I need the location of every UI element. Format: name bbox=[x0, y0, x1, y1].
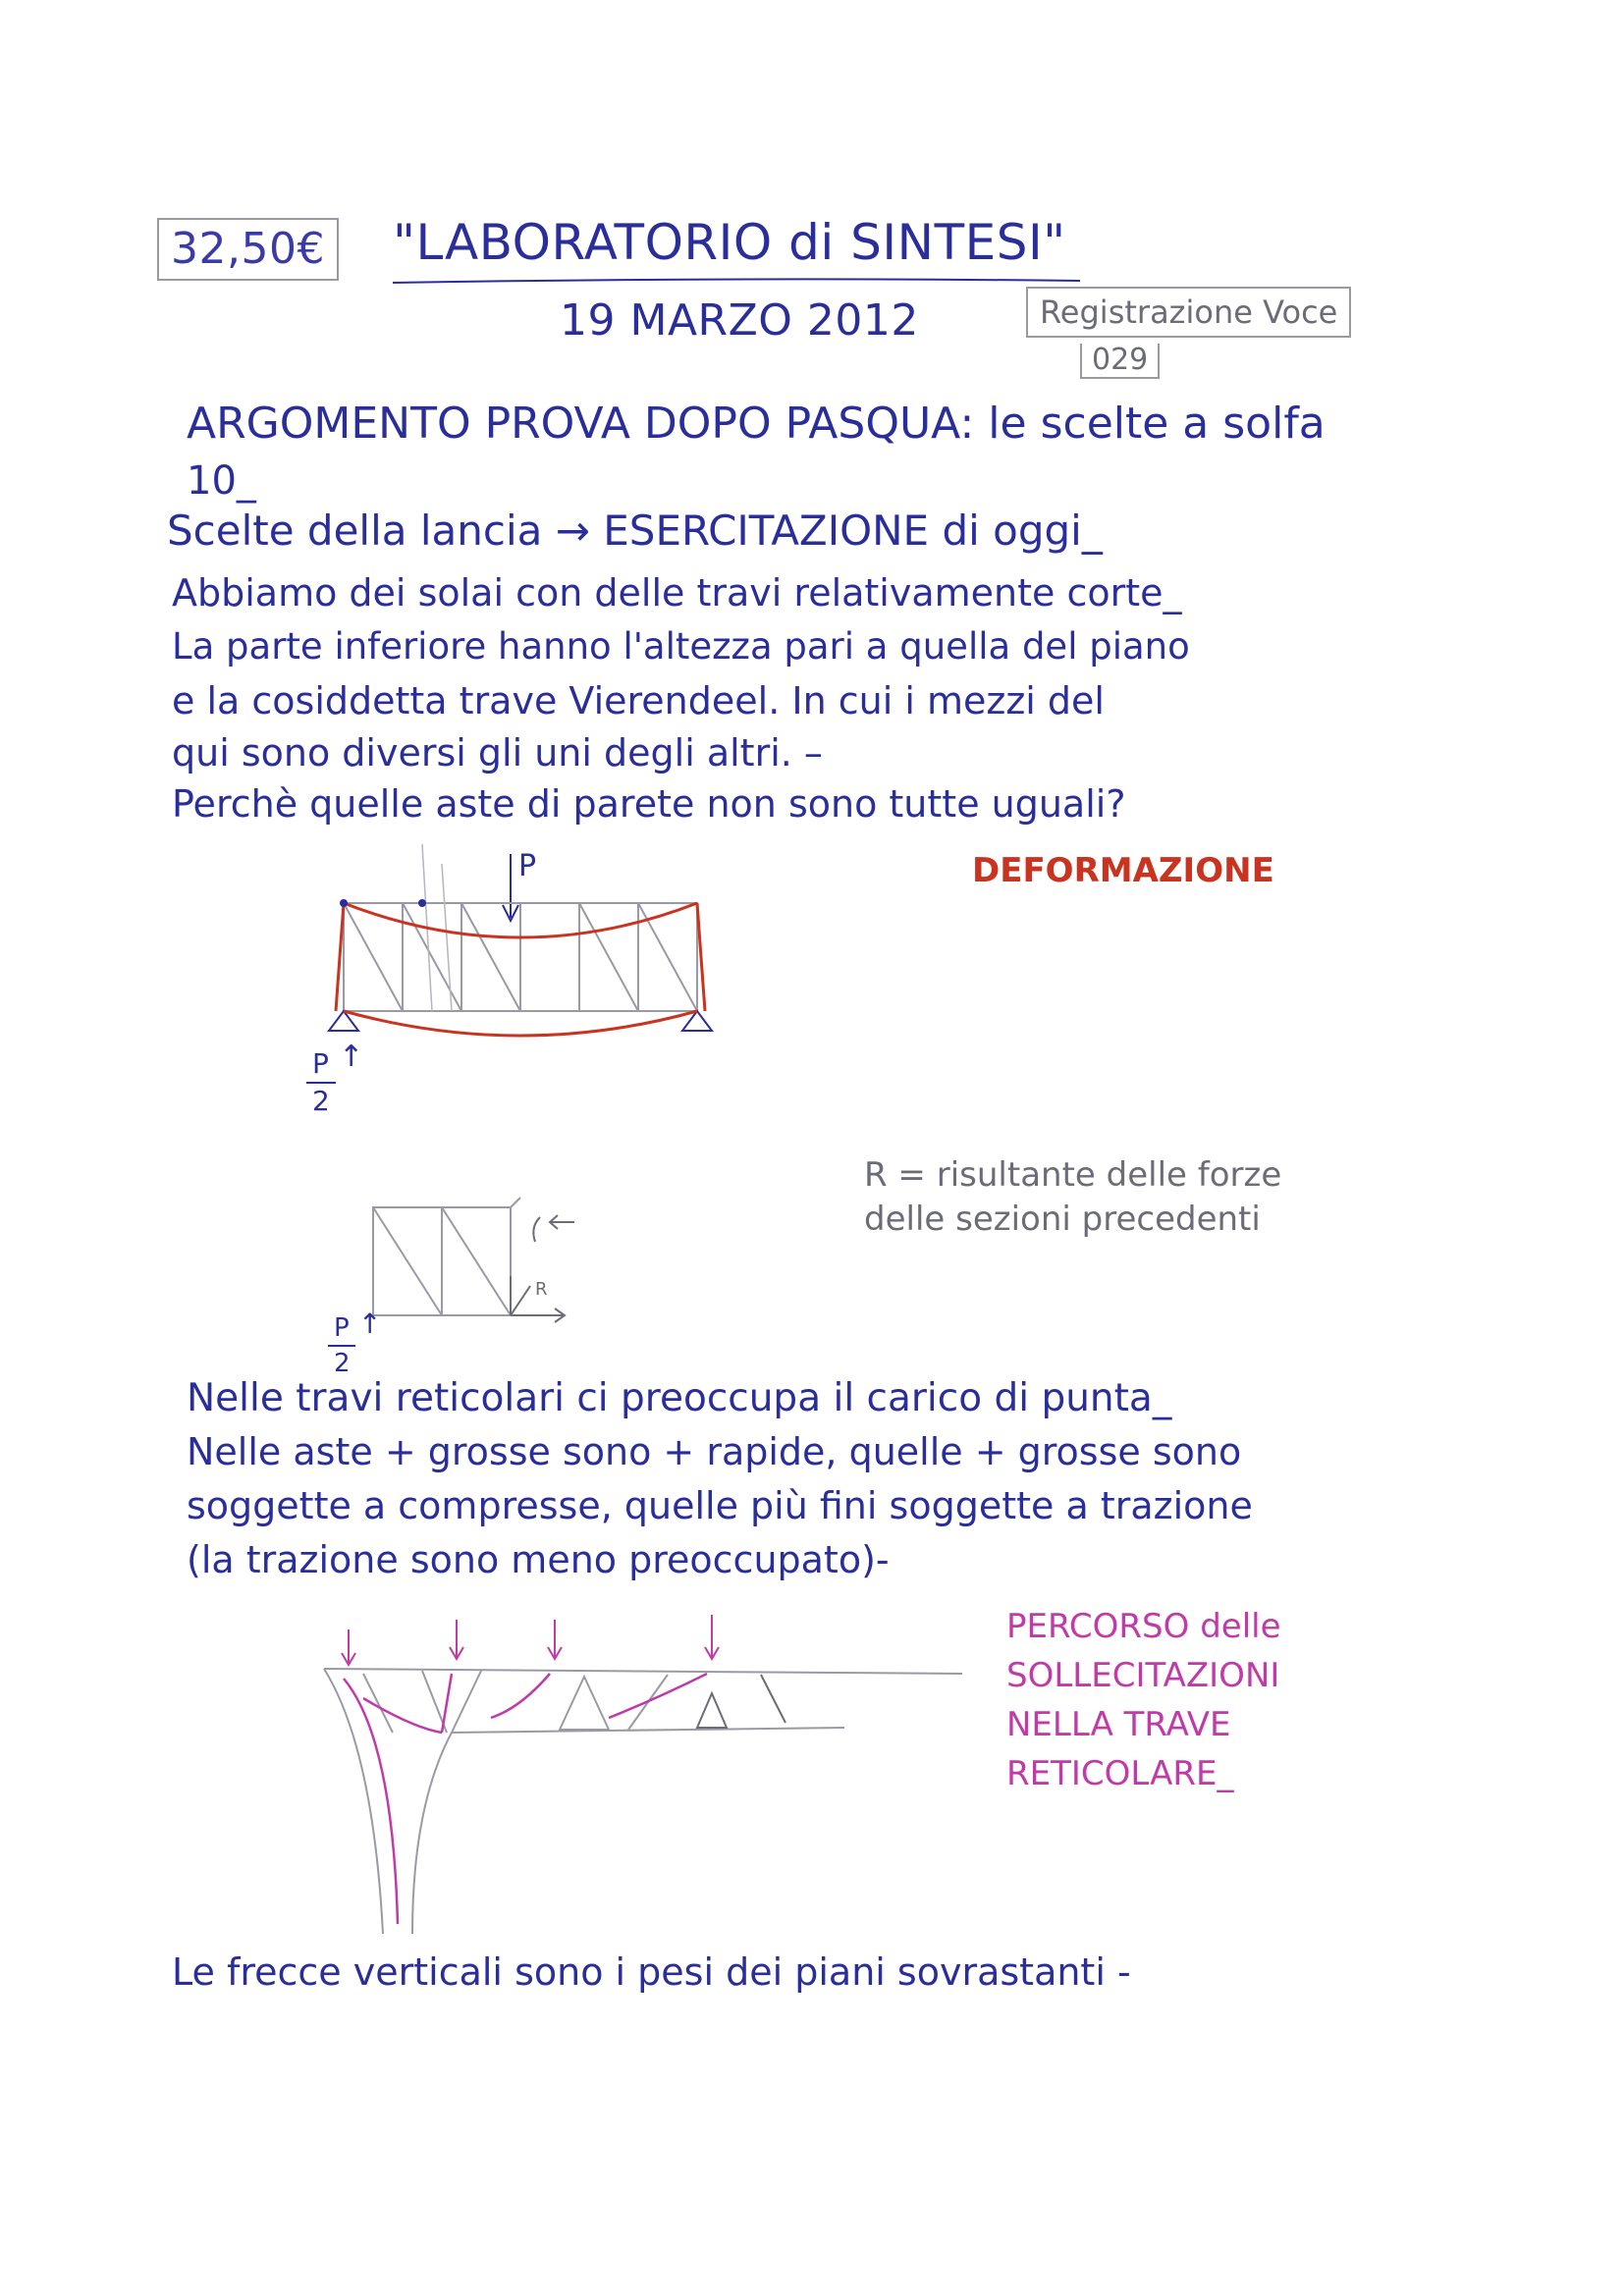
paragraph2-line-1: Nelle travi reticolari ci preoccupa il carico di punta_ bbox=[187, 1376, 1172, 1420]
notes-line-1: ARGOMENTO PROVA DOPO PASQUA: le scelte a solfa bbox=[187, 399, 1326, 449]
price-box: 32,50€ bbox=[157, 218, 339, 281]
notes-line-4: Abbiamo dei solai con delle travi relativamente corte_ bbox=[172, 571, 1182, 614]
resultant-note-2: delle sezioni precedenti bbox=[864, 1200, 1261, 1239]
resultant-note-1: R = risultante delle forze bbox=[864, 1155, 1282, 1195]
reaction-1-fraction-bar bbox=[306, 1082, 336, 1084]
notes-line-6: e la cosiddetta trave Vierendeel. In cui i mezzi del bbox=[172, 679, 1105, 722]
truss-deformation-sketch bbox=[314, 844, 766, 1158]
recording-label-box: Registrazione Voce bbox=[1026, 287, 1351, 338]
stress-path-label-3: NELLA TRAVE bbox=[1006, 1705, 1231, 1744]
stress-path-label-1: PERCORSO delle bbox=[1006, 1607, 1281, 1646]
paragraph2-line-2: Nelle aste + grosse sono + rapide, quelle + grosse sono bbox=[187, 1430, 1242, 1473]
stress-path-label-4: RETICOLARE_ bbox=[1006, 1754, 1234, 1793]
footer-line: Le frecce verticali sono i pesi dei piani sovrastanti - bbox=[172, 1950, 1131, 1994]
recording-number: 029 bbox=[1080, 344, 1160, 379]
paragraph2-line-3: soggette a compresse, quelle più fini soggette a trazione bbox=[187, 1484, 1253, 1527]
stress-path-sketch bbox=[295, 1610, 933, 1934]
reaction-1-numerator: P bbox=[312, 1047, 329, 1080]
stress-path-label-2: SOLLECITAZIONI bbox=[1006, 1656, 1280, 1695]
truss-section-sketch bbox=[373, 1198, 589, 1355]
notes-line-5: La parte inferiore hanno l'altezza pari a quella del piano bbox=[172, 625, 1190, 667]
reaction-2-numerator: P bbox=[334, 1313, 350, 1343]
load-label-p: P bbox=[518, 849, 537, 883]
page-title: "LABORATORIO di SINTESI" bbox=[393, 214, 1066, 271]
reaction-1-denominator: 2 bbox=[312, 1085, 330, 1117]
notes-line-7: qui sono diversi gli uni degli altri. – bbox=[172, 731, 823, 774]
resultant-r-label: R bbox=[535, 1279, 548, 1300]
date: 19 MARZO 2012 bbox=[560, 295, 919, 346]
reaction-2-fraction-bar bbox=[328, 1345, 355, 1347]
reaction-2-denominator: 2 bbox=[334, 1349, 351, 1378]
paragraph2-line-4: (la trazione sono meno preoccupato)- bbox=[187, 1538, 890, 1581]
notes-line-3: Scelte della lancia → ESERCITAZIONE di oggi_ bbox=[167, 507, 1103, 555]
notes-line-8: Perchè quelle aste di parete non sono tutte uguali? bbox=[172, 782, 1126, 826]
notes-line-2: 10_ bbox=[187, 458, 256, 504]
reaction-1-arrow: ↑ bbox=[339, 1040, 364, 1074]
title-underline bbox=[393, 275, 1080, 294]
deformation-label: DEFORMAZIONE bbox=[972, 851, 1274, 890]
reaction-2-arrow: ↑ bbox=[358, 1308, 382, 1340]
